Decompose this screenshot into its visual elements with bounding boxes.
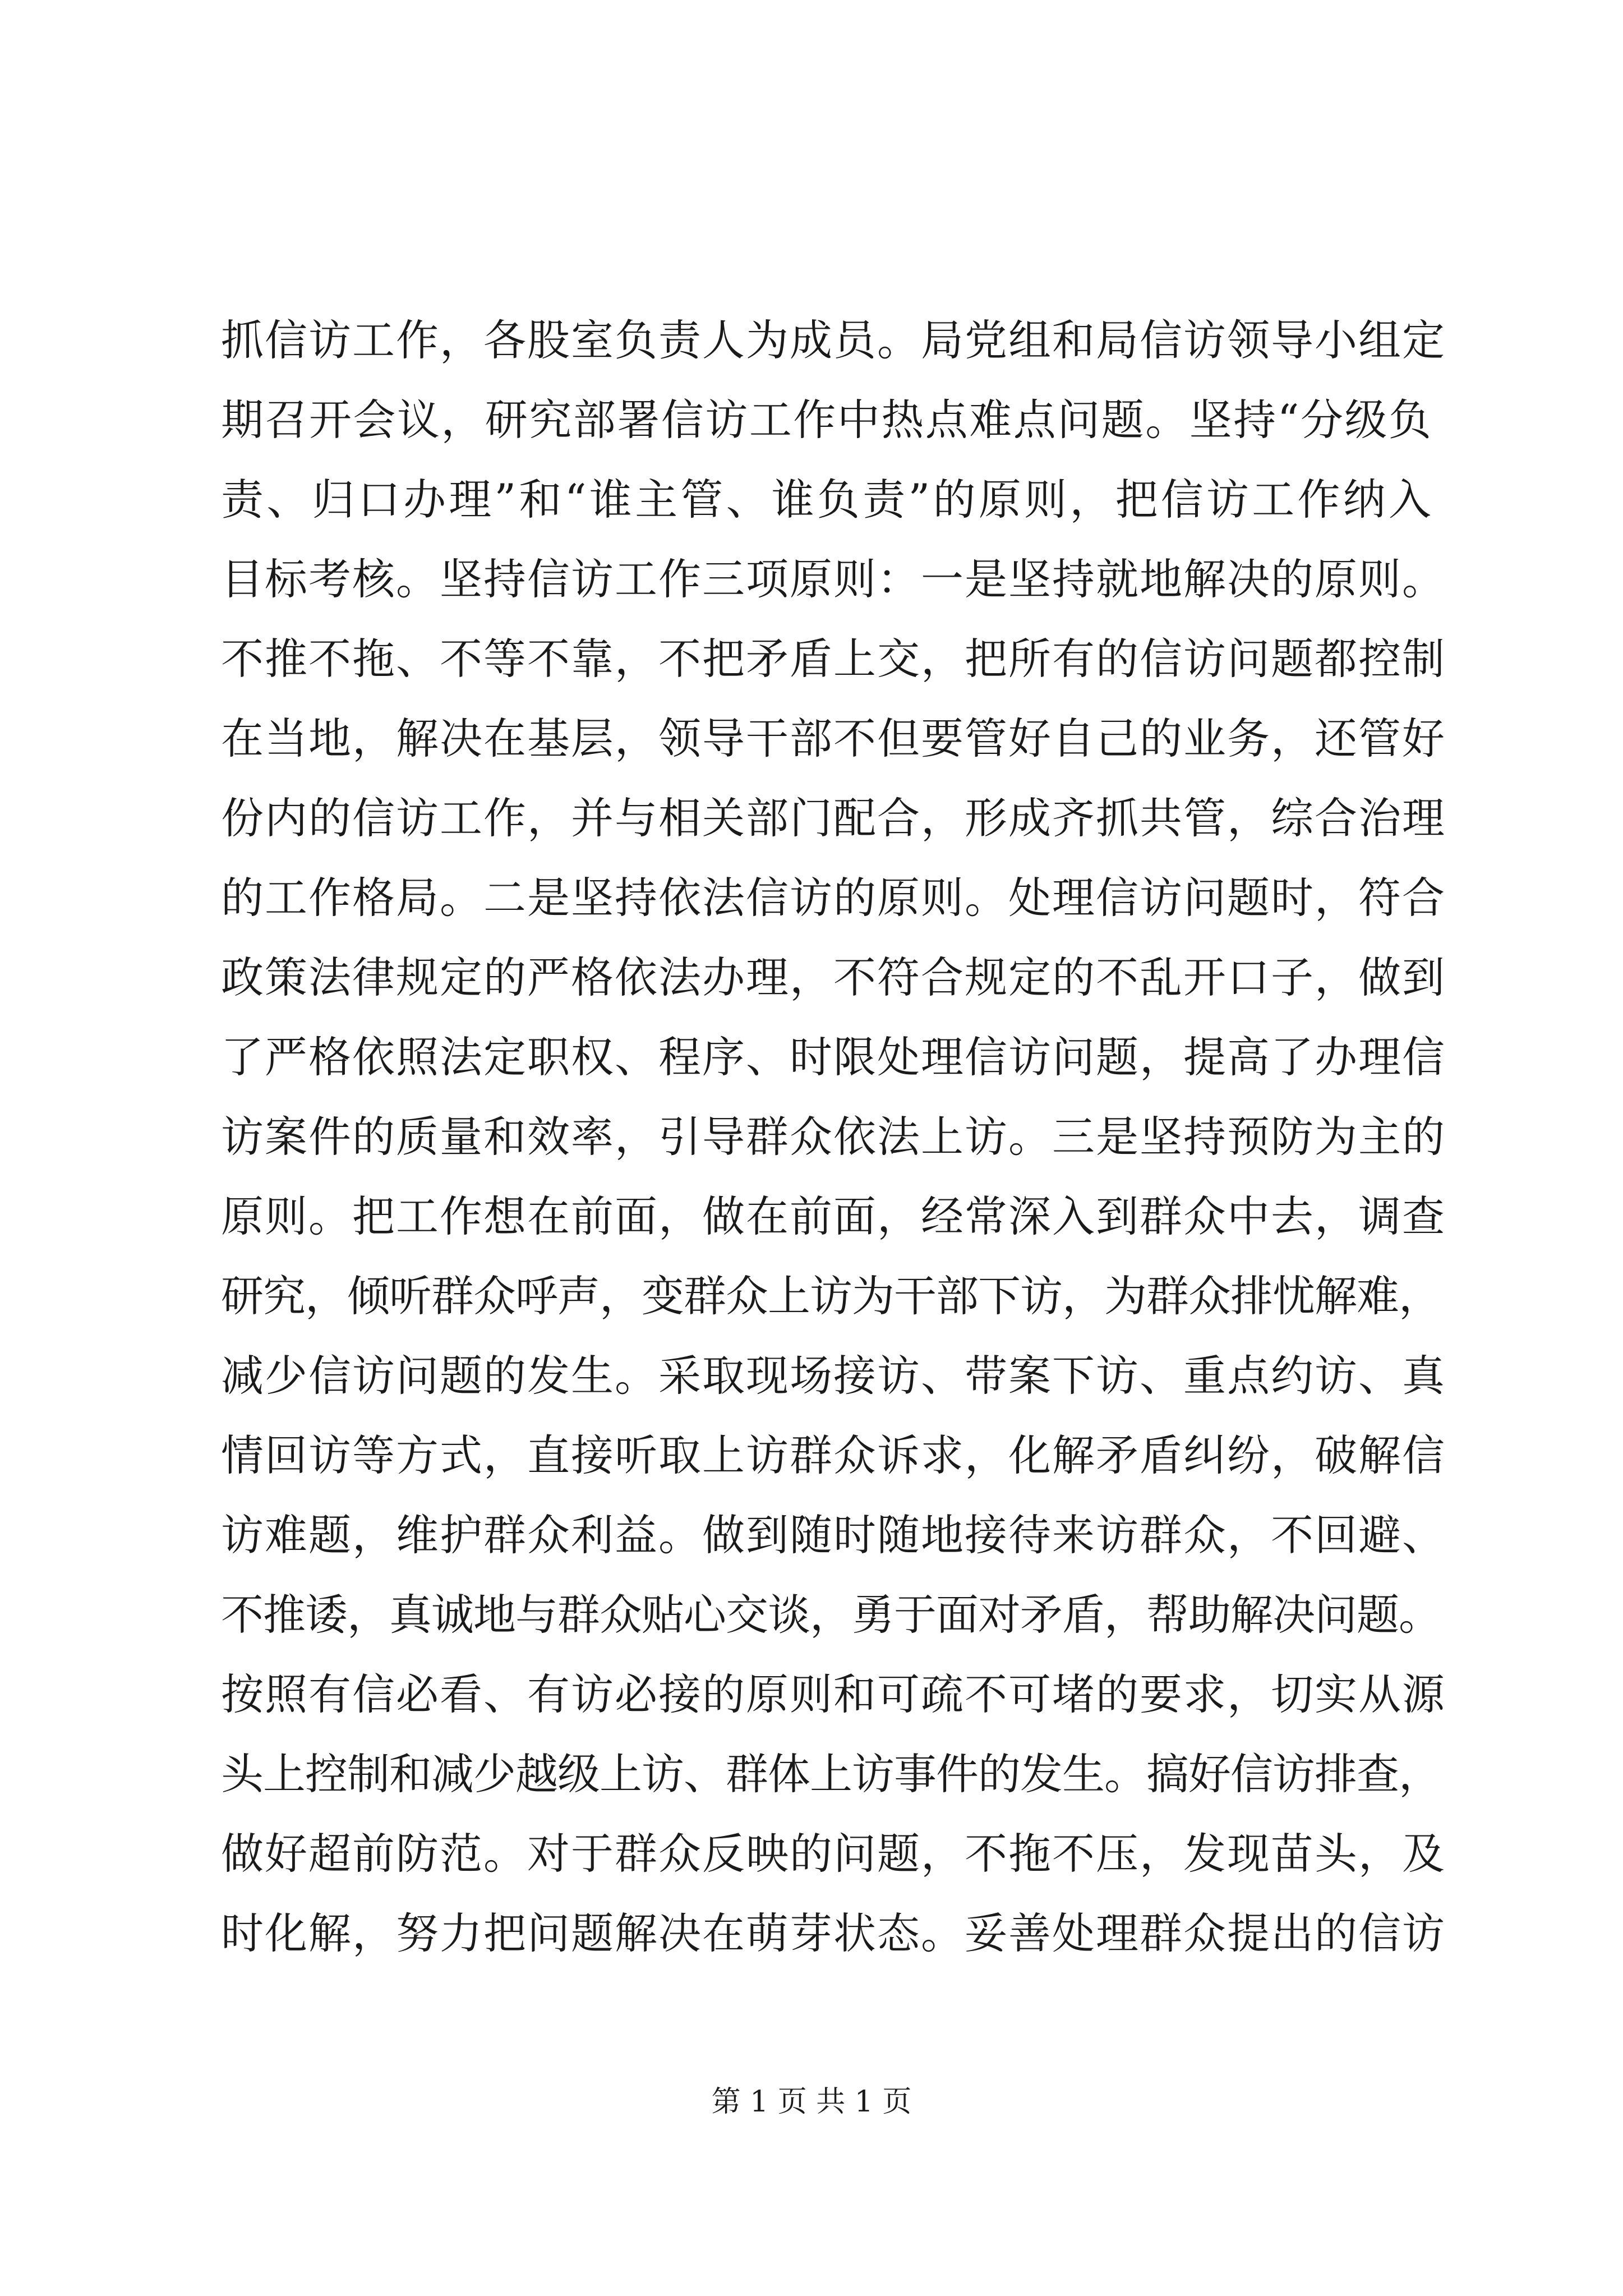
text-line: 抓信访工作，各股室负责人为成员。局党组和局信访领导小组定 <box>221 315 1446 365</box>
text-line: 原则。把工作想在前面，做在前面，经常深入到群众中去，调查 <box>221 1191 1446 1241</box>
text-line: 访难题，维护群众利益。做到随时随地接待来访群众，不回避、 <box>221 1510 1446 1560</box>
text-line: 在当地，解决在基层，领导干部不但要管好自己的业务，还管好 <box>221 714 1446 763</box>
text-line: 不推不拖、不等不靠，不把矛盾上交，把所有的信访问题都控制 <box>221 634 1446 684</box>
text-line: 不推诿，真诚地与群众贴心交谈，勇于面对矛盾，帮助解决问题。 <box>221 1590 1441 1640</box>
text-line: 目标考核。坚持信访工作三项原则：一是坚持就地解决的原则。 <box>221 554 1446 604</box>
text-line: 份内的信访工作，并与相关部门配合，形成齐抓共管，综合治理 <box>221 793 1446 843</box>
text-line: 按照有信必看、有访必接的原则和可疏不可堵的要求，切实从源 <box>221 1669 1446 1719</box>
text-line: 时化解，努力把问题解决在萌芽状态。妥善处理群众提出的信访 <box>221 1908 1446 1958</box>
text-line: 减少信访问题的发生。采取现场接访、带案下访、重点约访、真 <box>221 1351 1446 1401</box>
text-line: 了严格依照法定职权、程序、时限处理信访问题，提高了办理信 <box>221 1032 1446 1082</box>
page-number-footer: 第 1 页 共 1 页 <box>711 2085 912 2119</box>
text-line: 的工作格局。二是坚持依法信访的原则。处理信访问题时，符合 <box>221 873 1446 923</box>
text-line: 期召开会议，研究部署信访工作中热点难点问题。坚持“分级负 <box>221 395 1432 445</box>
text-line: 访案件的质量和效率，引导群众依法上访。三是坚持预防为主的 <box>221 1112 1446 1162</box>
text-line: 责、归口办理”和“谁主管、谁负责”的原则，把信访工作纳入 <box>221 475 1432 524</box>
body-text <box>221 301 1446 1973</box>
text-line: 政策法律规定的严格依法办理，不符合规定的不乱开口子，做到 <box>221 953 1446 1002</box>
text-line: 情回访等方式，直接听取上访群众诉求，化解矛盾纠纷，破解信 <box>221 1430 1446 1480</box>
text-line: 做好超前防范。对于群众反映的问题，不拖不压，发现苗头，及 <box>221 1829 1446 1879</box>
text-line: 头上控制和减少越级上访、群体上访事件的发生。搞好信访排查， <box>221 1749 1441 1799</box>
text-line: 研究，倾听群众呼声，变群众上访为干部下访，为群众排忧解难， <box>221 1271 1441 1321</box>
